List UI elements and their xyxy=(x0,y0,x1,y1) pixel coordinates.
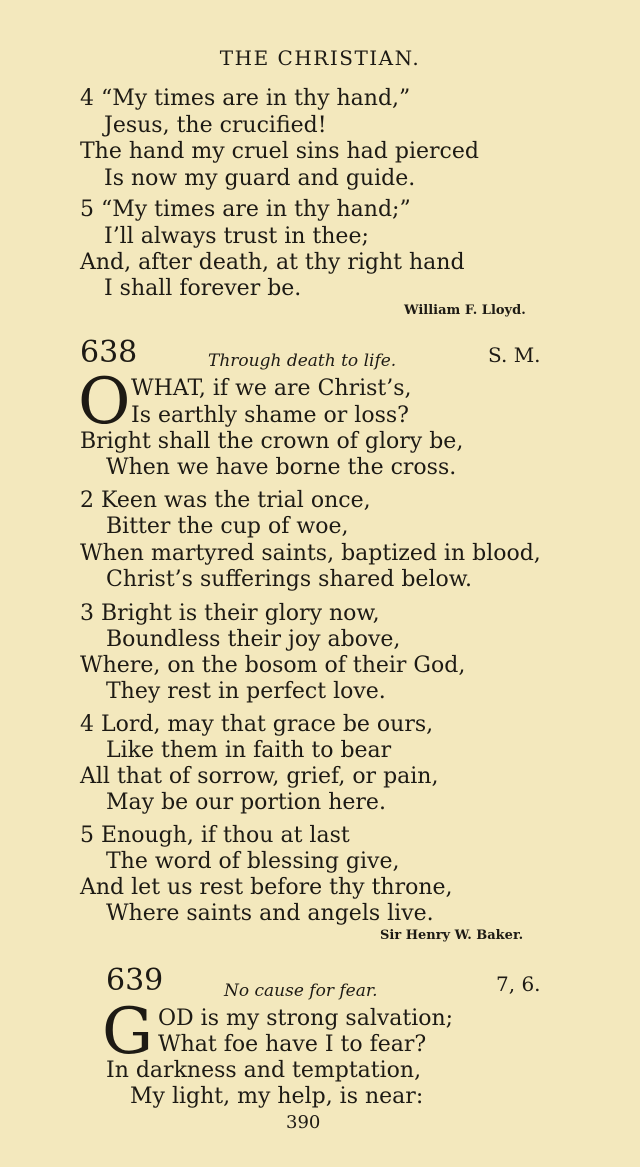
page-number: 390 xyxy=(286,1112,321,1133)
hymn-author: Sir Henry W. Baker. xyxy=(380,928,524,943)
verse-line: Is now my guard and guide. xyxy=(104,166,416,191)
verse-line: 3 Bright is their glory now, xyxy=(80,601,380,626)
verse-line: 5 Enough, if thou at last xyxy=(80,823,350,848)
verse-line: May be our portion here. xyxy=(106,790,386,815)
verse-line: I shall forever be. xyxy=(104,276,302,301)
verse-line: Boundless their joy above, xyxy=(106,627,401,652)
verse-line: 2 Keen was the trial once, xyxy=(80,488,371,513)
verse-line: OD is my strong salvation; xyxy=(158,1006,454,1031)
hymn-meter: 7, 6. xyxy=(496,972,541,996)
verse-line: Jesus, the crucified! xyxy=(104,113,327,138)
verse-line: All that of sorrow, grief, or pain, xyxy=(80,764,439,789)
verse-line: 5 “My times are in thy hand;” xyxy=(80,197,411,222)
verse-line: When we have borne the cross. xyxy=(106,455,457,480)
verse-line: Christ’s sufferings shared below. xyxy=(106,567,472,592)
drop-cap: G xyxy=(102,995,154,1069)
verse-line: Where saints and angels live. xyxy=(106,901,434,926)
hymn-title: No cause for fear. xyxy=(224,981,378,1001)
hymn-number: 639 xyxy=(106,963,164,998)
running-header: THE CHRISTIAN. xyxy=(219,46,421,70)
hymn-number: 638 xyxy=(80,335,138,370)
verse-line: Bitter the cup of woe, xyxy=(106,514,349,539)
verse-line: They rest in perfect love. xyxy=(106,679,386,704)
hymn-meter: S. M. xyxy=(488,343,541,367)
verse-line: My light, my help, is near: xyxy=(130,1084,424,1109)
verse-line: In darkness and temptation, xyxy=(106,1058,422,1083)
hymn-author: William F. Lloyd. xyxy=(404,303,526,318)
verse-line: I’ll always trust in thee; xyxy=(104,224,369,249)
verse-line: And let us rest before thy throne, xyxy=(80,875,453,900)
verse-line: What foe have I to fear? xyxy=(158,1032,427,1057)
verse-line: 4 “My times are in thy hand,” xyxy=(80,86,411,111)
verse-line: The hand my cruel sins had pierced xyxy=(80,139,479,164)
verse-line: Bright shall the crown of glory be, xyxy=(80,429,464,454)
hymn-title: Through death to life. xyxy=(208,351,397,371)
verse-line: The word of blessing give, xyxy=(106,849,400,874)
verse-line: WHAT, if we are Christ’s, xyxy=(131,376,412,401)
verse-line: 4 Lord, may that grace be ours, xyxy=(80,712,434,737)
verse-line: Is earthly shame or loss? xyxy=(131,403,409,428)
verse-line: Like them in faith to bear xyxy=(106,738,392,763)
drop-cap: O xyxy=(78,365,131,439)
verse-line: And, after death, at thy right hand xyxy=(80,250,465,275)
verse-line: Where, on the bosom of their God, xyxy=(80,653,466,678)
verse-line: When martyred saints, baptized in blood, xyxy=(80,541,541,566)
